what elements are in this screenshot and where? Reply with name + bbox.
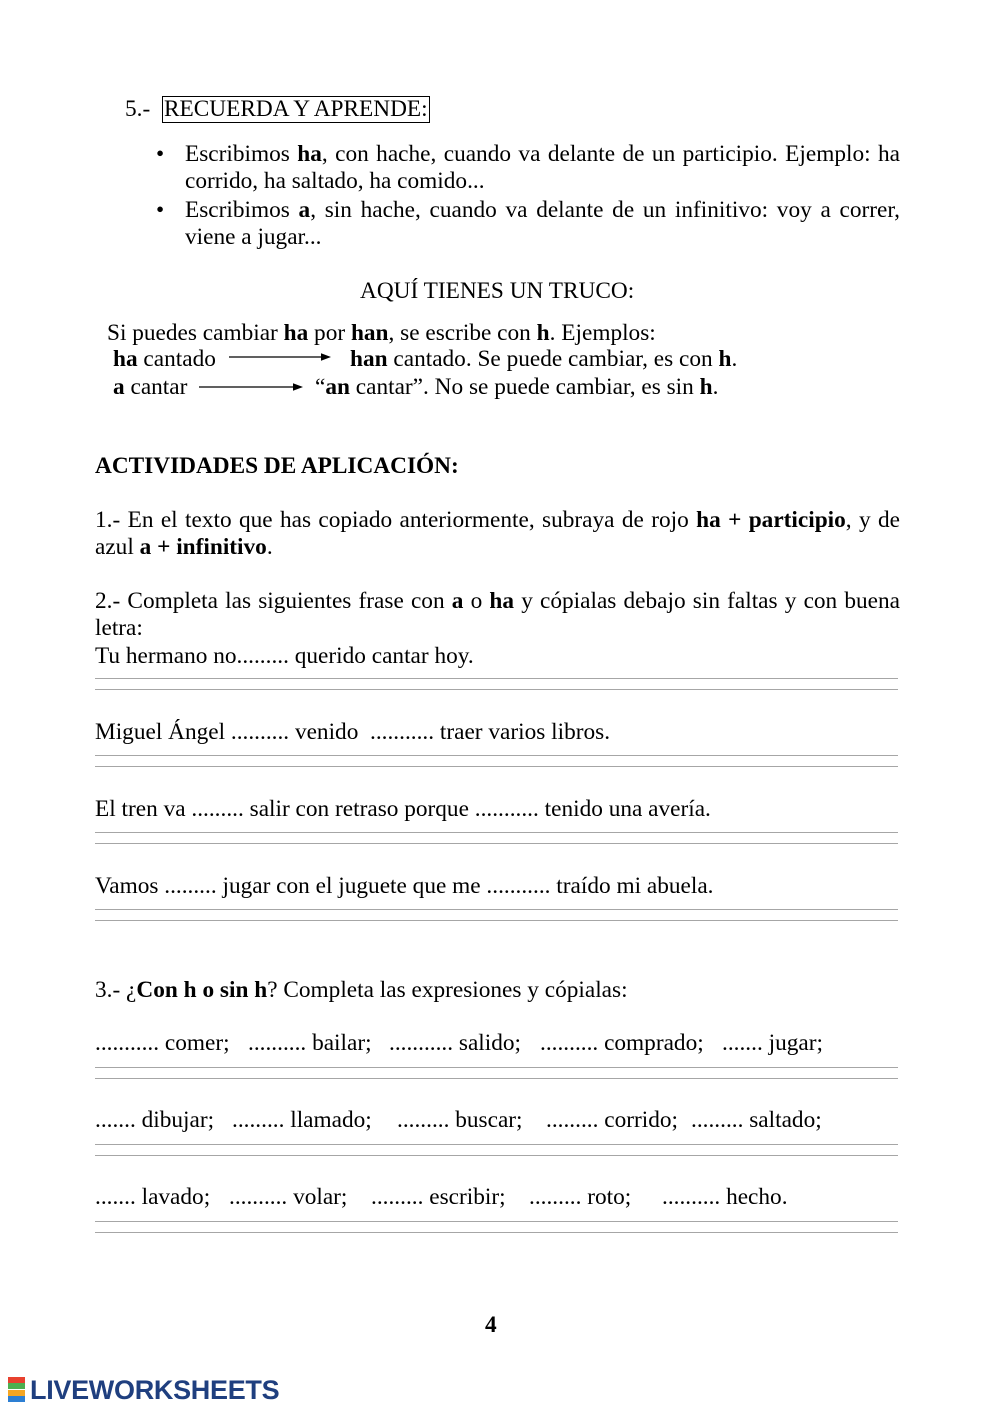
blank-item: ......... roto;: [529, 1184, 632, 1210]
writing-line: [95, 1067, 898, 1068]
bold-keyword: han: [350, 320, 389, 346]
liveworksheets-logo[interactable]: [8, 1376, 288, 1404]
blank-item: ......... saltado;: [691, 1107, 822, 1133]
blank-item: ....... dibujar;: [95, 1107, 215, 1133]
example-text: “: [315, 374, 326, 400]
writing-line: [95, 1144, 898, 1145]
exercise-text: y cópialas debajo sin faltas y con buena: [514, 588, 900, 614]
exercise-text: 3.- ¿: [95, 977, 137, 1003]
writing-line: [95, 920, 898, 921]
exercise-text: 1.- En el texto que has copiado anteriormente, subraya de rojo: [95, 507, 697, 533]
bullet-icon: •: [156, 197, 165, 223]
writing-line: [95, 1221, 898, 1222]
exercise-text: , y de: [845, 507, 900, 533]
blank-item: ......... escribir;: [371, 1184, 506, 1210]
example-text: cantado: [137, 346, 216, 372]
bullet-text: Escribimos: [185, 141, 298, 167]
exercise-1-line-1: [95, 507, 900, 534]
bullet-text: Escribimos: [185, 197, 299, 223]
liveworksheets-logo-icon: [8, 1377, 25, 1402]
bold-keyword: a: [298, 197, 311, 223]
example-1-right: [350, 346, 737, 373]
bold-keyword: a: [113, 374, 125, 400]
exercise-2-sentence: Miguel Ángel .......... venido ........... traer varios libros.: [95, 719, 611, 745]
exercise-text: .: [266, 534, 273, 560]
blank-item: ....... lavado;: [95, 1184, 211, 1210]
bold-keyword: ha: [297, 141, 322, 167]
logo-icon-band: [8, 1390, 25, 1396]
blank-item: .......... comprado;: [540, 1030, 704, 1056]
bold-keyword: ha + participio: [696, 507, 846, 533]
exercise-2-sentence: El tren va ......... salir con retraso porque ........... tenido una avería.: [95, 796, 711, 822]
trick-text: por: [308, 320, 351, 346]
example-text: cantado. Se puede cambiar, es con: [387, 346, 719, 372]
logo-text: LIVEWORKSHEETS: [30, 1375, 280, 1405]
logo-icon-band: [8, 1377, 25, 1383]
bullet-text: , con hache, cuando va delante de un participio. Ejemplo: ha: [321, 141, 900, 167]
blank-item: ......... buscar;: [397, 1107, 523, 1133]
example-2-left: [113, 374, 187, 401]
writing-line: [95, 909, 898, 910]
bullet-2-line-2: [185, 224, 322, 251]
bold-keyword: ha: [489, 588, 515, 614]
example-2-right: [315, 374, 718, 401]
exercise-text: ? Completa las expresiones y cópialas:: [267, 977, 628, 1003]
exercise-2-sentence: Vamos ......... jugar con el juguete que me ........... traído mi abuela.: [95, 873, 714, 899]
bold-keyword: h: [536, 320, 550, 346]
writing-line: [95, 1078, 898, 1079]
bullet-2-line-1: [185, 197, 900, 224]
trick-intro: [107, 320, 656, 347]
blank-item: .......... volar;: [229, 1184, 348, 1210]
trick-heading: AQUÍ TIENES UN TRUCO:: [360, 278, 635, 304]
exercise-text: letra:: [95, 615, 143, 641]
logo-icon-band: [8, 1396, 25, 1402]
logo-icon-band: [8, 1383, 25, 1389]
section-number: 5.-: [125, 96, 151, 122]
activities-heading: ACTIVIDADES DE APLICACIÓN:: [95, 453, 459, 479]
bold-keyword: h: [718, 346, 732, 372]
exercise-2-line-2: [95, 615, 143, 642]
bold-keyword: a: [451, 588, 464, 614]
section-title-box: RECUERDA Y APRENDE:: [164, 96, 428, 122]
example-text: cantar: [124, 374, 188, 400]
exercise-text: azul: [95, 534, 140, 560]
page-number: 4: [485, 1312, 497, 1338]
bullet-icon: •: [156, 141, 165, 167]
trick-text: , se escribe con: [388, 320, 537, 346]
bullet-text: , sin hache, cuando va delante de un infinitivo: voy a correr,: [310, 197, 900, 223]
bullet-text: viene a jugar...: [185, 224, 322, 250]
writing-line: [95, 766, 898, 767]
bold-keyword: an: [325, 374, 350, 400]
blank-item: ......... llamado;: [232, 1107, 372, 1133]
writing-line: [95, 689, 898, 690]
arrow-right-icon: [229, 352, 332, 362]
exercise-1-line-2: [95, 534, 273, 561]
blank-item: ....... jugar;: [722, 1030, 823, 1056]
example-text: cantar”. No se puede cambiar, es sin: [349, 374, 700, 400]
exercise-text: o: [463, 588, 490, 614]
exercise-3-heading: [95, 977, 628, 1004]
exercise-2-line-1: [95, 588, 900, 615]
exercise-3-row: [95, 1107, 900, 1134]
blank-item: ......... corrido;: [546, 1107, 678, 1133]
bold-keyword: ha: [283, 320, 309, 346]
bold-keyword: han: [350, 346, 388, 372]
bold-keyword: h: [699, 374, 713, 400]
arrow-right-icon: [199, 382, 304, 392]
blank-item: .......... bailar;: [248, 1030, 372, 1056]
bold-keyword: a + infinitivo: [139, 534, 267, 560]
blank-item: ........... salido;: [389, 1030, 522, 1056]
exercise-2-sentence: Tu hermano no......... querido cantar hoy.: [95, 643, 474, 669]
writing-line: [95, 678, 898, 679]
exercise-3-row: [95, 1184, 900, 1211]
writing-line: [95, 832, 898, 833]
writing-line: [95, 755, 898, 756]
bullet-1-line-2: [185, 168, 485, 195]
blank-item: .......... hecho.: [662, 1184, 788, 1210]
example-text: .: [731, 346, 738, 372]
blank-item: ........... comer;: [95, 1030, 230, 1056]
bold-keyword: Con h o sin h: [136, 977, 268, 1003]
bullet-1-line-1: [185, 141, 900, 168]
exercise-text: 2.- Completa las siguientes frase con: [95, 588, 452, 614]
trick-text: Si puedes cambiar: [107, 320, 284, 346]
bullet-text: corrido, ha saltado, ha comido...: [185, 168, 485, 194]
example-1-left: [113, 346, 216, 373]
writing-line: [95, 1155, 898, 1156]
exercise-3-row: [95, 1030, 900, 1057]
example-text: .: [712, 374, 719, 400]
trick-text: . Ejemplos:: [549, 320, 656, 346]
bold-keyword: ha: [113, 346, 138, 372]
writing-line: [95, 843, 898, 844]
writing-line: [95, 1232, 898, 1233]
